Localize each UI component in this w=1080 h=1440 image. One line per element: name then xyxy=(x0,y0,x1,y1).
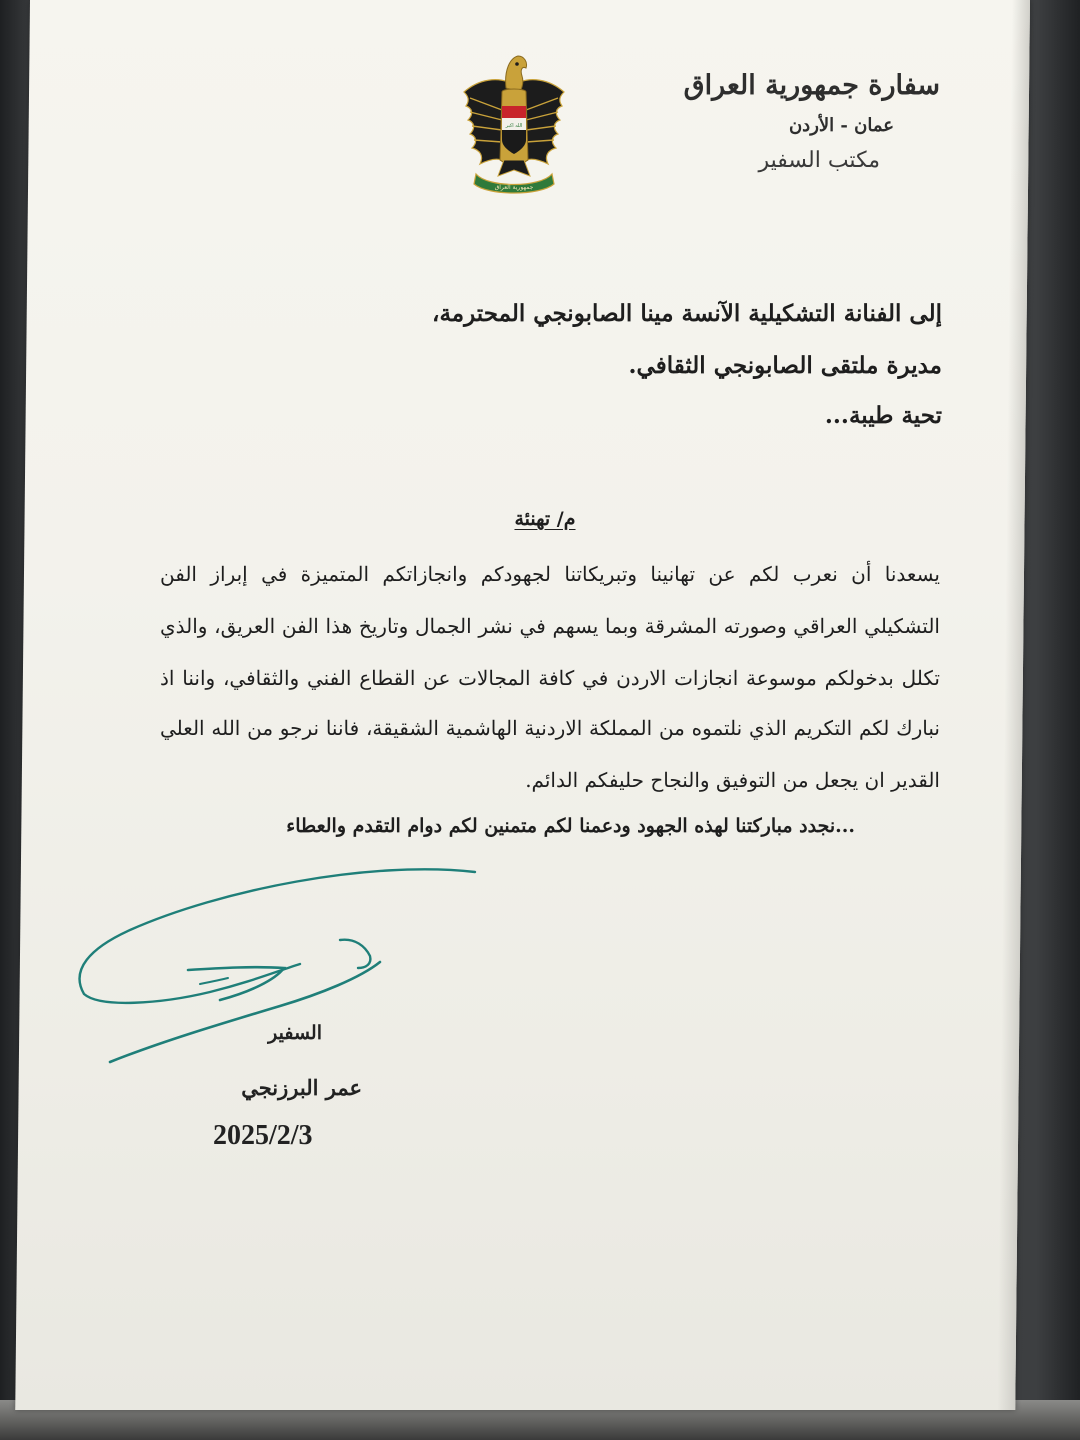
subject-line: م/ تهنئة xyxy=(514,508,576,530)
greeting: تحية طيبة... xyxy=(824,402,942,429)
embassy-title: سفارة جمهورية العراق xyxy=(683,70,940,101)
embassy-office: مكتب السفير xyxy=(758,148,880,173)
closing-line: ...نجدد مباركتنا لهذه الجهود ودعمنا لكم متمنين لكم دوام التقدم والعطاء xyxy=(286,815,855,837)
body-line: التشكيلي العراقي وصورته المشرقة وبما يسهم في نشر الجمال وتاريخ هذا الفن العريق، والذي xyxy=(160,614,940,638)
letter-sheet xyxy=(15,0,1030,1410)
iraq-coat-of-arms-icon xyxy=(458,48,570,198)
emblem-banner-text: الله اكبر xyxy=(505,123,523,129)
body-line: تكلل بدخولكم موسوعة انجازات الاردن في كافة المجالات عن القطاع الفني والثقافي، واننا اذ xyxy=(160,666,940,690)
body-line: نبارك لكم التكريم الذي نلتموه من المملكة الاردنية الهاشمية الشقيقة، فاننا نرجو من الله العلي xyxy=(160,716,940,740)
signatory-name: عمر البرزنجي xyxy=(241,1075,362,1100)
body-line: يسعدنا أن نعرب لكم عن تهانينا وتبريكاتنا لجهودكم وانجازاتكم المتميزة في إبراز الفن xyxy=(160,562,940,586)
body-line: القدير ان يجعل من التوفيق والنجاح حليفكم الدائم. xyxy=(525,768,940,792)
addressee-line: إلى الفنانة التشكيلية الآنسة مينا الصابونجي المحترمة، xyxy=(432,300,942,327)
addressee-position: مديرة ملتقى الصابونجي الثقافي. xyxy=(628,352,942,379)
letter-date: 2025/2/3 xyxy=(213,1120,313,1151)
embassy-city: عمان - الأردن xyxy=(788,115,894,136)
emblem-ribbon-text: جمهورية العراق xyxy=(494,184,534,191)
signatory-title: السفير xyxy=(268,1022,322,1044)
shield-red-band xyxy=(502,106,526,118)
